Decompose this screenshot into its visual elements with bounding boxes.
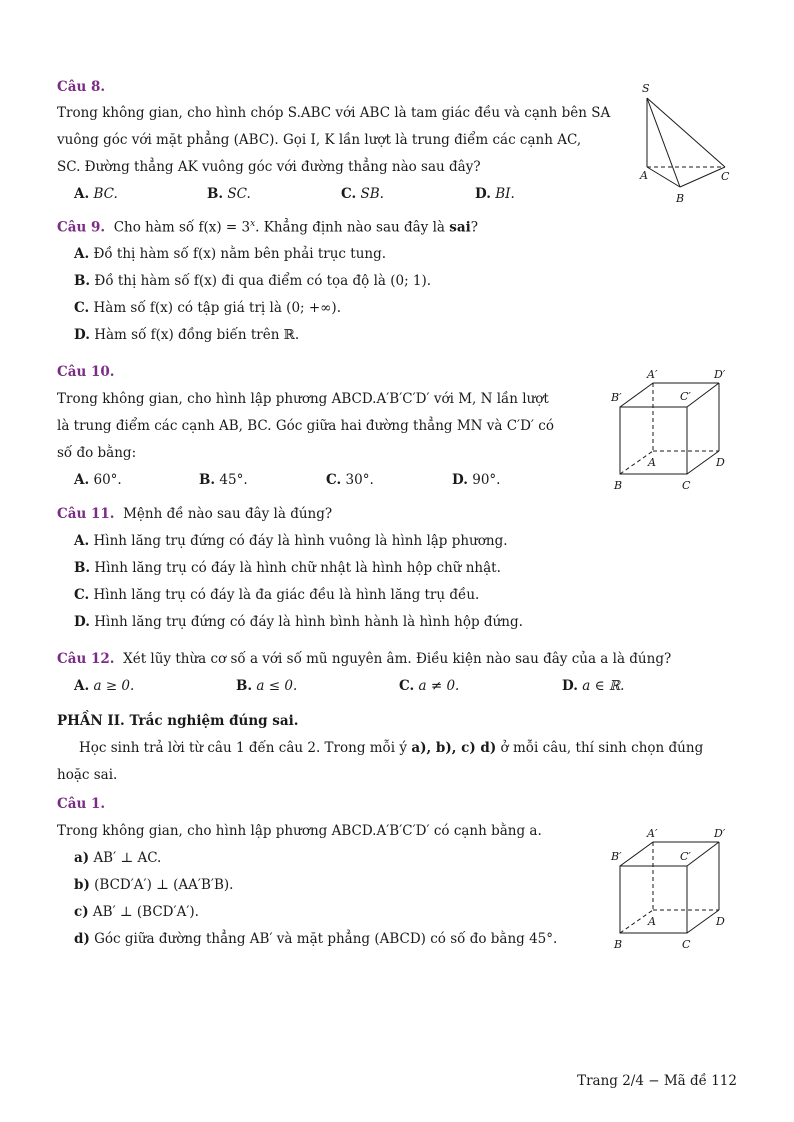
q9-option-c[interactable]: C. Hàm số f(x) có tập giá trị là (0; +∞). xyxy=(74,300,341,316)
q10-fig-label-a: A xyxy=(648,456,656,469)
q11-option-d[interactable]: D. Hình lăng trụ đứng có đáy là hình bình hành là hình hộp đứng. xyxy=(74,614,523,630)
part2-heading: PHẦN II. Trắc nghiệm đúng sai. xyxy=(57,713,299,729)
q10-option-c[interactable]: C. 30°. xyxy=(326,472,374,488)
p2q1-fig-label-a: A xyxy=(648,915,656,928)
p2q1-fig-label-d1: D′ xyxy=(714,827,726,840)
q10-stem-line-1: Trong không gian, cho hình lập phương ABCD.A′B′C′D′ với M, N lần lượt xyxy=(57,391,549,407)
q9-option-b[interactable]: B. Đồ thị hàm số f(x) đi qua điểm có tọa độ là (0; 1). xyxy=(74,273,432,289)
q8-fig-label-c: C xyxy=(721,170,730,183)
q9-option-d[interactable]: D. Hàm số f(x) đồng biến trên ℝ. xyxy=(74,327,300,343)
q10-option-d[interactable]: D. 90°. xyxy=(452,472,501,488)
q8-option-a[interactable]: A. BC. xyxy=(74,186,118,202)
q8-fig-label-s: S xyxy=(642,82,650,95)
q12-option-b[interactable]: B. a ≤ 0. xyxy=(236,678,298,694)
q8-stem-line-3: SC. Đường thẳng AK vuông góc với đường thẳng nào sau đây? xyxy=(57,159,481,175)
q10-fig-label-a1: A′ xyxy=(647,368,658,381)
q10-title: Câu 10. xyxy=(57,364,115,380)
q10-fig-label-d: D xyxy=(716,456,725,469)
q8-fig-label-b: B xyxy=(676,192,685,205)
q8-title: Câu 8. xyxy=(57,79,106,95)
p2q1-fig-label-b: B xyxy=(614,938,623,951)
q11-option-c[interactable]: C. Hình lăng trụ có đáy là đa giác đều là hình lăng trụ đều. xyxy=(74,587,480,603)
p2q1-stem: Trong không gian, cho hình lập phương ABCD.A′B′C′D′ có cạnh bằng a. xyxy=(57,823,542,839)
p2q1-cube-figure xyxy=(608,824,738,952)
q10-fig-label-b: B xyxy=(614,479,623,492)
q9-option-a[interactable]: A. Đồ thị hàm số f(x) nằm bên phải trục tung. xyxy=(74,246,387,262)
q8-fig-label-a: A xyxy=(640,169,648,182)
p2q1-item-a[interactable]: a) AB′ ⊥ AC. xyxy=(74,850,162,866)
q10-option-b[interactable]: B. 45°. xyxy=(199,472,248,488)
q10-option-a[interactable]: A. 60°. xyxy=(74,472,122,488)
p2q1-title: Câu 1. xyxy=(57,796,106,812)
q11-option-a[interactable]: A. Hình lăng trụ đứng có đáy là hình vuông là hình lập phương. xyxy=(74,533,508,549)
p2q1-fig-label-c: C xyxy=(682,938,691,951)
p2q1-item-c[interactable]: c) AB′ ⊥ (BCD′A′). xyxy=(74,904,199,920)
q11-option-b[interactable]: B. Hình lăng trụ có đáy là hình chữ nhật là hình hộp chữ nhật. xyxy=(74,560,501,576)
q10-fig-label-b1: B′ xyxy=(611,391,622,404)
q12-stem: Câu 12. Xét lũy thừa cơ số a với số mũ nguyên âm. Điều kiện nào sau đây của a là đúng? xyxy=(57,651,672,667)
q12-option-d[interactable]: D. a ∈ ℝ. xyxy=(562,678,625,694)
q8-option-d[interactable]: D. BI. xyxy=(475,186,515,202)
page-footer: Trang 2/4 − Mã đề 112 xyxy=(577,1073,737,1089)
q10-fig-label-c: C xyxy=(682,479,691,492)
q11-stem: Câu 11. Mệnh đề nào sau đây là đúng? xyxy=(57,506,333,522)
p2q1-item-d[interactable]: d) Góc giữa đường thẳng AB′ và mặt phẳng (ABCD) có số đo bằng 45°. xyxy=(74,931,558,947)
q10-stem-line-2: là trung điểm các cạnh AB, BC. Góc giữa hai đường thẳng MN và C′D′ có xyxy=(57,418,554,434)
p2q1-fig-label-b1: B′ xyxy=(611,850,622,863)
part2-intro-line-2: hoặc sai. xyxy=(57,767,118,783)
q8-stem-line-1: Trong không gian, cho hình chóp S.ABC với ABC là tam giác đều và cạnh bên SA xyxy=(57,105,611,121)
q8-stem-line-2: vuông góc với mặt phẳng (ABC). Gọi I, K lần lượt là trung điểm các cạnh AC, xyxy=(57,132,582,148)
q9-stem: Câu 9. Cho hàm số $f(x) = 3^x$. Khẳng định nào sau đây là sai? xyxy=(57,219,478,236)
q8-option-c[interactable]: C. SB. xyxy=(341,186,384,202)
part2-intro-line-1: Học sinh trả lời từ câu 1 đến câu 2. Trong mỗi ý a), b), c) d) ở mỗi câu, thí sinh chọn đúng xyxy=(79,740,704,756)
q8-option-b[interactable]: B. SC. xyxy=(207,186,251,202)
q10-fig-label-c1: C′ xyxy=(680,390,691,403)
p2q1-fig-label-a1: A′ xyxy=(647,827,658,840)
q12-option-c[interactable]: C. a ≠ 0. xyxy=(399,678,460,694)
q8-pyramid-figure xyxy=(630,78,740,208)
q10-stem-line-3: số đo bằng: xyxy=(57,445,137,461)
p2q1-fig-label-c1: C′ xyxy=(680,850,691,863)
q10-fig-label-d1: D′ xyxy=(714,368,726,381)
p2q1-fig-label-d: D xyxy=(716,915,725,928)
q12-option-a[interactable]: A. a ≥ 0. xyxy=(74,678,135,694)
q10-cube-figure xyxy=(608,364,738,492)
p2q1-item-b[interactable]: b) (BCD′A′) ⊥ (AA′B′B). xyxy=(74,877,234,893)
